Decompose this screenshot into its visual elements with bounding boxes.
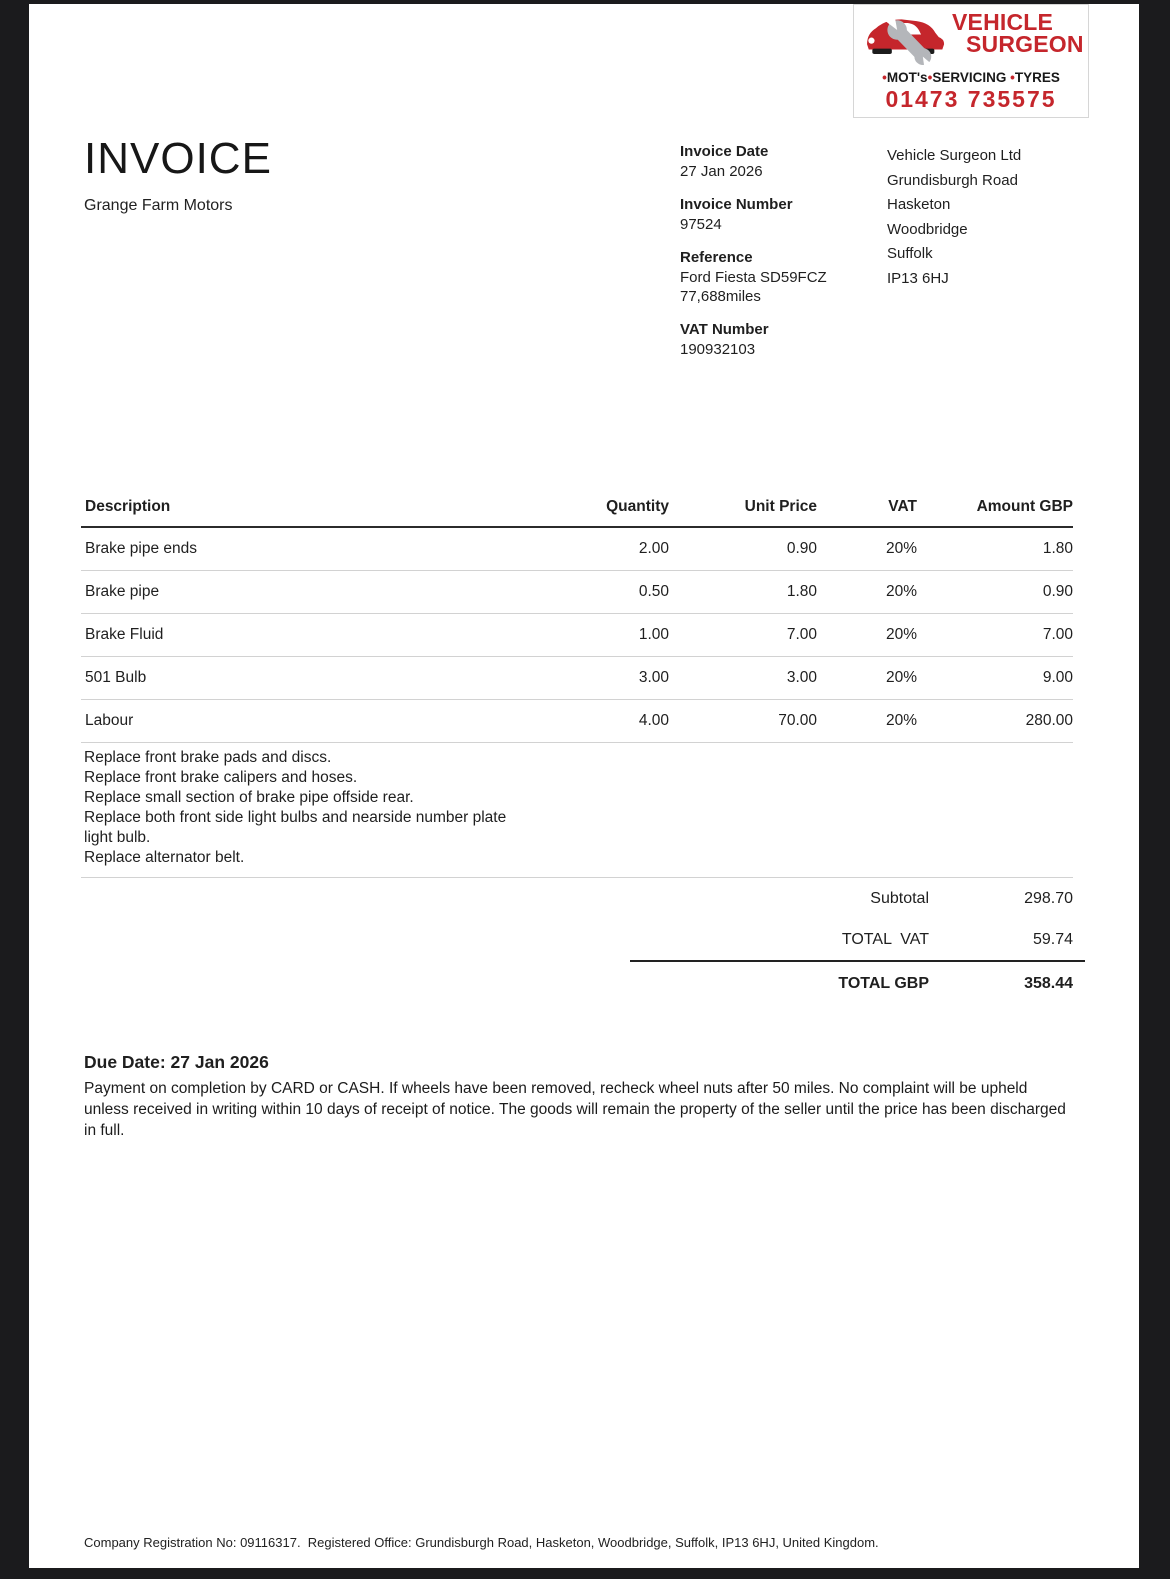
table-header-row	[81, 492, 1073, 527]
payment-terms-text: Payment on completion by CARD or CASH. If wheels have been removed, recheck wheel nuts after 50 miles. No complaint will be upheld unless received in writing within 10 days of receipt of notice. The goods will remain the property of the seller until the price has been discharged in full.	[84, 1080, 1066, 1139]
cell-unit-price: 1.80	[671, 571, 819, 614]
reference-value-mileage: 77,688miles	[680, 288, 761, 305]
grand-total-rule	[630, 960, 1085, 962]
cell-description: Labour	[81, 700, 521, 743]
cell-description: Brake pipe ends	[81, 527, 521, 571]
invoice-date-value: 27 Jan 2026	[680, 163, 763, 180]
notes-divider	[81, 877, 1073, 878]
logo-services-line	[860, 70, 1082, 85]
cell-unit-price: 70.00	[671, 700, 819, 743]
title-block	[84, 134, 272, 215]
column-header-amount: Amount GBP	[919, 492, 1073, 527]
cell-description: Brake pipe	[81, 571, 521, 614]
car-wrench-icon	[860, 7, 952, 69]
address-line: IP13 6HJ	[887, 269, 949, 287]
cell-amount: 1.80	[919, 527, 1073, 571]
address-line: Hasketon	[887, 196, 951, 213]
cell-amount: 9.00	[919, 657, 1073, 700]
company-registration-footer: Company Registration No: 09116317. Registered Office: Grundisburgh Road, Hasketon, Woodbridge, Suffolk, IP13 6HJ, United Kingdom.	[84, 1535, 879, 1550]
logo-brand-line1: VEHICLE	[952, 9, 1054, 35]
cell-vat: 20%	[819, 527, 919, 571]
column-header-unit-price: Unit Price	[671, 492, 819, 527]
reference-value-vehicle: Ford Fiesta SD59FCZ	[680, 269, 827, 286]
cell-description: Brake Fluid	[81, 614, 521, 657]
address-line: Woodbridge	[887, 220, 968, 238]
vat-number-value: 190932103	[680, 341, 756, 358]
reference-label: Reference	[680, 249, 753, 266]
note-line: Replace alternator belt.	[84, 849, 245, 866]
column-header-vat: VAT	[819, 492, 919, 527]
table-row	[81, 614, 1073, 657]
vat-number-label: VAT Number	[680, 321, 769, 338]
vat-number-field	[680, 320, 880, 359]
grand-total-label: TOTAL GBP	[838, 975, 929, 992]
total-vat-label: TOTAL VAT	[841, 931, 929, 948]
address-line: Vehicle Surgeon Ltd	[887, 147, 1022, 164]
note-line: Replace both front side light bulbs and nearside number plate light bulb.	[84, 809, 507, 846]
subtotal-row	[589, 890, 1073, 908]
subtotal-value: 298.70	[1024, 890, 1073, 907]
cell-unit-price: 3.00	[671, 657, 819, 700]
note-line: Replace front brake calipers and hoses.	[84, 769, 358, 786]
logo-service-tyres: TYRES	[1014, 70, 1060, 85]
logo-service-mots: MOT's	[886, 70, 928, 85]
page-title: INVOICE	[84, 134, 272, 183]
cell-unit-price: 0.90	[671, 527, 819, 571]
due-date-heading: Due Date: 27 Jan 2026	[84, 1052, 269, 1072]
bullet-icon: •	[927, 70, 933, 85]
table-row	[81, 657, 1073, 700]
cell-vat: 20%	[819, 571, 919, 614]
table-row	[81, 700, 1073, 743]
logo-brand-line2: SURGEON	[966, 31, 1084, 57]
column-header-quantity: Quantity	[521, 492, 671, 527]
invoice-date-field	[680, 142, 880, 181]
cell-quantity: 0.50	[521, 571, 671, 614]
reference-field	[680, 248, 880, 306]
invoice-number-field	[680, 195, 880, 234]
grand-total-row	[589, 975, 1073, 993]
cell-quantity: 3.00	[521, 657, 671, 700]
company-logo	[853, 4, 1089, 118]
note-line: Replace front brake pads and discs.	[84, 749, 332, 766]
total-vat-value: 59.74	[1032, 931, 1073, 948]
total-vat-row	[589, 931, 1073, 949]
invoice-date-label: Invoice Date	[680, 143, 769, 160]
bullet-icon: •	[882, 70, 887, 85]
logo-phone-number: 01473 735575	[885, 86, 1057, 112]
bullet-icon: •	[1010, 70, 1015, 85]
invoice-number-value: 97524	[680, 216, 722, 233]
cell-amount: 0.90	[919, 571, 1073, 614]
payment-terms	[84, 1052, 1070, 1141]
grand-total-value: 358.44	[1024, 975, 1073, 992]
table-row	[81, 571, 1073, 614]
invoice-page	[29, 4, 1139, 1568]
cell-amount: 7.00	[919, 614, 1073, 657]
address-line: Grundisburgh Road	[887, 171, 1018, 189]
customer-name: Grange Farm Motors	[84, 197, 233, 214]
cell-vat: 20%	[819, 657, 919, 700]
cell-description: 501 Bulb	[81, 657, 521, 700]
cell-unit-price: 7.00	[671, 614, 819, 657]
cell-vat: 20%	[819, 700, 919, 743]
table-row	[81, 527, 1073, 571]
note-line: Replace small section of brake pipe offside rear.	[84, 789, 414, 806]
subtotal-label: Subtotal	[870, 890, 929, 907]
cell-amount: 280.00	[919, 700, 1073, 743]
cell-quantity: 4.00	[521, 700, 671, 743]
logo-brand-text	[952, 7, 1084, 55]
logo-top-row	[860, 7, 1082, 69]
work-notes	[84, 748, 532, 868]
logo-service-servicing: SERVICING	[932, 70, 1007, 85]
column-header-description: Description	[81, 492, 521, 527]
cell-quantity: 1.00	[521, 614, 671, 657]
invoice-details	[680, 142, 880, 373]
address-line: Suffolk	[887, 245, 933, 262]
company-address	[887, 144, 1021, 291]
cell-vat: 20%	[819, 614, 919, 657]
cell-quantity: 2.00	[521, 527, 671, 571]
line-items-table	[81, 492, 1073, 743]
invoice-number-label: Invoice Number	[680, 196, 793, 213]
